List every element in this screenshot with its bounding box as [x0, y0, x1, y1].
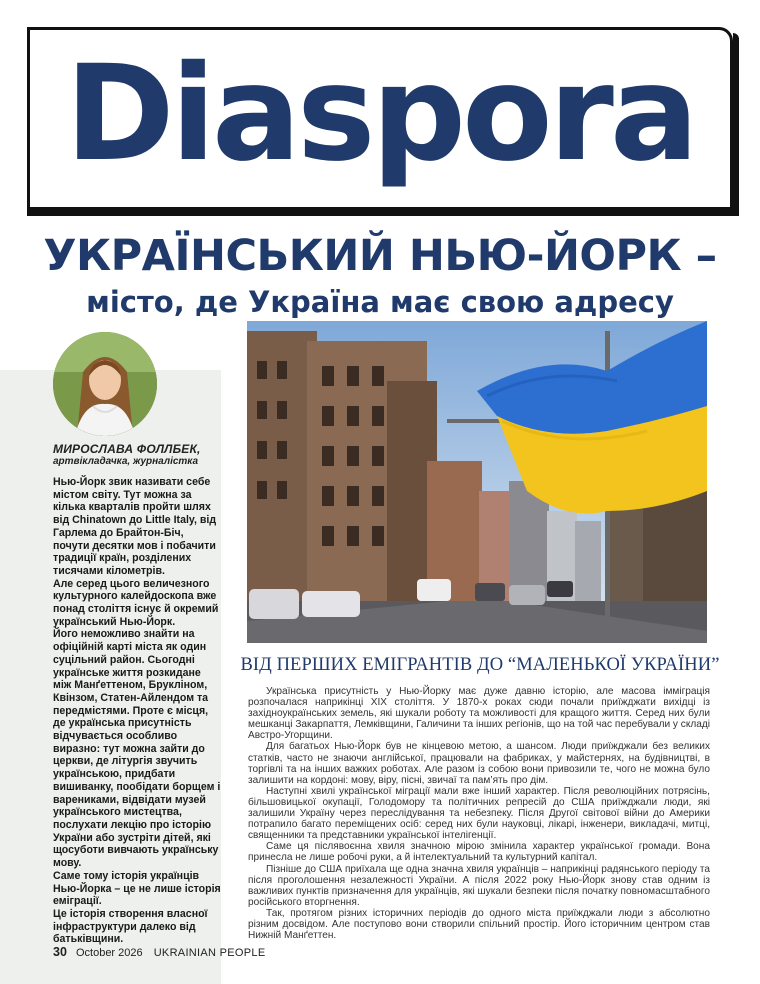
page-footer [53, 945, 265, 959]
sidebar-paragraph: Його неможливо знайти на офіційній карті міста як один суцільний район. Сьогодні українське життя розкидане між Манґеттеном, Брукліном, Квінзом, Статен-Айлендом та передмістями. Проте є місця, де українська присутність відчувається особливо виразно: тут можна зайти до церкви, де літургія звучить українською, придбати вишиванку, пообідати борщем і варениками, відвідати музей українського мистецтва, послухати лекцію про історію України або зустріти дітей, які щосуботи вивчають українську мову. [53, 628, 221, 870]
article-paragraph: Українська присутність у Нью-Йорку має дуже давню історію, але масова імміграція розпочалася наприкінці XIX століття. У 1870-х роках сюди почали приїжджати вихідці із західноукраїнських земель, які шукали роботу та можливості для кращого життя. Серед них були мешканці Закарпаття, Лемківщини, Галичини та інших регіонів, що на той час перебували у складі Австро-Угорщини. [248, 686, 710, 742]
article-subheadline: місто, де Україна має свою адресу [86, 285, 674, 319]
magazine-name: UKRAINIAN PEOPLE [153, 947, 266, 959]
author-role: артвікладачка, журналістка [53, 456, 199, 467]
sidebar-paragraph: Нью-Йорк звик називати себе містом світу. Тут можна за кілька кварталів пройти шлях від Chinatown до Little Italy, від Гарлема до Брайтон-Біч, почути десятки мов і побачити традиції країн, розділених тисячами кілометрів. [53, 476, 217, 577]
article-body [248, 686, 710, 941]
sidebar-paragraph: Це історія створення власної інфраструктури далеко від батьківщини. [53, 907, 208, 946]
issue-date: October 2026 [75, 947, 143, 959]
sidebar-intro-text [53, 476, 221, 946]
article-paragraph: Так, протягом різних історичних періодів до одного міста приїжджали люди з абсолютно різним досвідом. Але поступово вони створили спільний простір. Його історичним центром став Нижній Манґеттен. [248, 907, 710, 942]
article-paragraph: Для багатьох Нью-Йорк був не кінцевою метою, а шансом. Люди приїжджали без великих статків, часто не знаючи англійської, працювали на фабриках, у майстернях, на будівництві, в торгівлі та на інших важких роботах. Але разом із собою вони привозили те, чого не можна було залишити на кордоні: мову, віру, пісні, звичаї та пам’ять про дім. [248, 741, 710, 786]
section-title: ВІД ПЕРШИХ ЕМІГРАНТІВ ДО “МАЛЕНЬКОЇ УКРАЇНИ” [240, 655, 720, 675]
author-avatar [53, 332, 157, 436]
article-paragraph: Пізніше до США приїхала ще одна значна хвиля українців – наприкінці радянського періоду та після проголошення незалежності України. А після 2022 року Нью-Йорк знову став одним із важливих пунктів призначення для українців, які шукали безпеки після початку повномасштабного російського вторгнення. [248, 863, 710, 908]
article-headline: УКРАЇНСЬКИЙ НЬЮ-ЙОРК – [43, 231, 717, 281]
article-paragraph: Наступні хвилі української міграції мали вже інший характер. Після революційних потрясінь, більшовицької окупації, Голодомору та політичних репресій до США приїжджали люди, які залишили Україну через переслідування та небезпеку. Після Другої світової війни до Америки потрапило багато переміщених осіб: серед них були науковці, лікарі, інженери, викладачі, митці, священники та представники української інтелігенції. [248, 785, 710, 842]
page-number: 30 [53, 945, 67, 959]
masthead-title: Diaspora [65, 37, 695, 191]
sidebar-paragraph: Але серед цього величезного культурного калейдоскопа вже понад століття існує й окремий український Нью-Йорк. [53, 577, 219, 628]
article-paragraph: Саме ця післявоєнна хвиля значною мірою змінила характер української громади. Вона принесла не лише робочі руки, а й інтелектуальний та культурний капітал. [248, 841, 710, 864]
masthead-shadow-bottom [27, 210, 733, 216]
new-york-street-photo [247, 321, 707, 643]
author-portrait-image [53, 332, 157, 436]
sidebar-paragraph: Саме тому історія українців Нью-Йорка – це не лише історія еміграції. [53, 869, 221, 908]
masthead-shadow-right [733, 33, 739, 216]
author-name: МИРОСЛАВА ФОЛЛБЕК, [53, 442, 201, 456]
street-with-ukrainian-flag-image [247, 321, 707, 643]
